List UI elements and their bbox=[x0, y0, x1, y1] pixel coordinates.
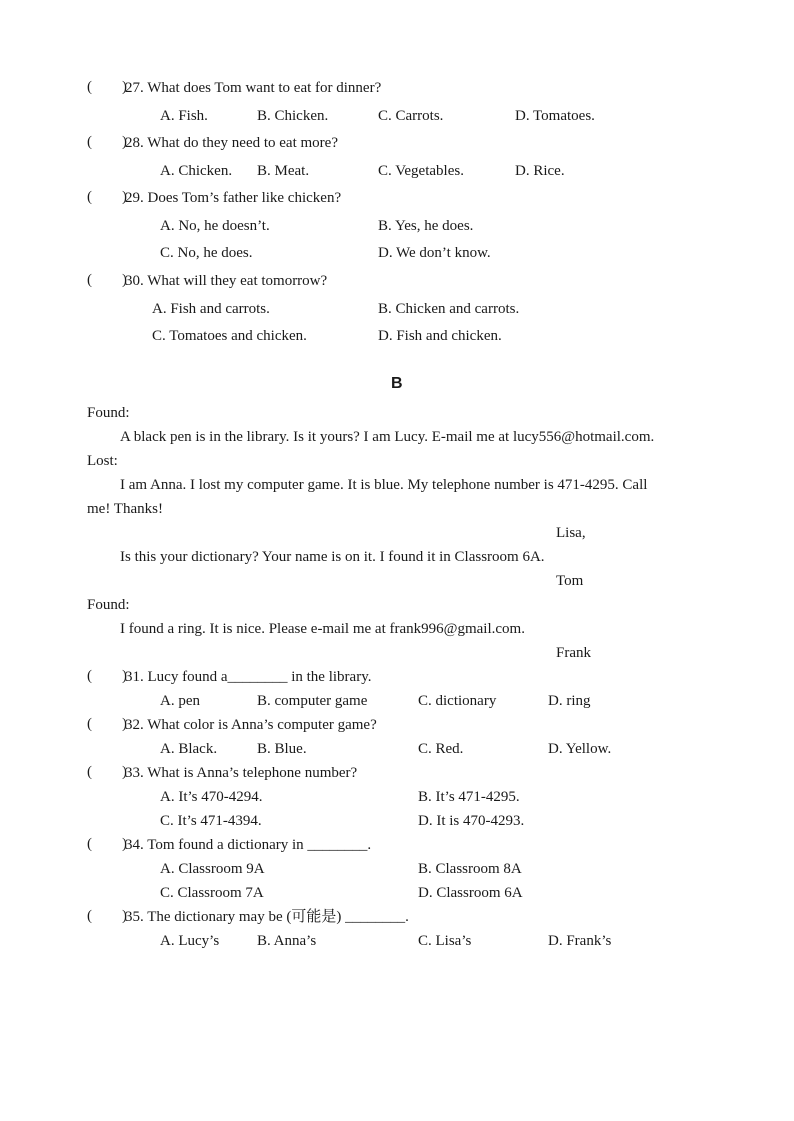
q35-option-b: B. Anna’s bbox=[257, 933, 317, 949]
q30-option-b: B. Chicken and carrots. bbox=[378, 301, 520, 317]
q30-option-d: D. Fish and chicken. bbox=[378, 328, 502, 344]
question-30-stem: 30. What will they eat tomorrow? bbox=[125, 273, 328, 289]
q33-option-c: C. It’s 471-4394. bbox=[160, 813, 262, 829]
q35-option-c: C. Lisa’s bbox=[418, 933, 472, 949]
answer-blank[interactable]: ( ) bbox=[87, 668, 127, 684]
q28-option-b: B. Meat. bbox=[257, 163, 310, 179]
lost-notice-anna-line-1: I am Anna. I lost my computer game. It is blue. My telephone number is 471-4295. Call bbox=[120, 477, 648, 493]
lost-label: Lost: bbox=[87, 453, 118, 469]
q34-option-b: B. Classroom 8A bbox=[418, 861, 522, 877]
q29-option-a: A. No, he doesn’t. bbox=[160, 218, 270, 234]
answer-blank[interactable]: ( ) bbox=[87, 716, 127, 732]
question-28-stem: 28. What do they need to eat more? bbox=[125, 135, 338, 151]
q34-option-d: D. Classroom 6A bbox=[418, 885, 523, 901]
q32-option-d: D. Yellow. bbox=[548, 741, 612, 757]
question-34-stem: 34. Tom found a dictionary in ________. bbox=[125, 837, 372, 853]
q29-option-c: C. No, he does. bbox=[160, 245, 253, 261]
q27-option-d: D. Tomatoes. bbox=[515, 108, 595, 124]
q27-option-a: A. Fish. bbox=[160, 108, 208, 124]
q31-option-a: A. pen bbox=[160, 693, 200, 709]
q31-option-b: B. computer game bbox=[257, 693, 368, 709]
q35-option-d: D. Frank’s bbox=[548, 933, 612, 949]
answer-blank[interactable]: ( ) bbox=[87, 189, 127, 205]
note-salutation: Lisa, bbox=[556, 525, 586, 541]
answer-blank[interactable]: ( ) bbox=[87, 764, 127, 780]
q27-option-b: B. Chicken. bbox=[257, 108, 329, 124]
question-31-stem: 31. Lucy found a________ in the library. bbox=[125, 669, 372, 685]
q32-option-a: A. Black. bbox=[160, 741, 218, 757]
tom-note: Is this your dictionary? Your name is on it. I found it in Classroom 6A. bbox=[120, 549, 545, 565]
q27-option-c: C. Carrots. bbox=[378, 108, 444, 124]
answer-blank[interactable]: ( ) bbox=[87, 836, 127, 852]
found-notice-lucy: A black pen is in the library. Is it yours? I am Lucy. E-mail me at lucy556@hotmail.com. bbox=[120, 429, 655, 445]
q28-option-c: C. Vegetables. bbox=[378, 163, 464, 179]
q32-option-b: B. Blue. bbox=[257, 741, 307, 757]
q34-option-a: A. Classroom 9A bbox=[160, 861, 265, 877]
section-b-heading: B bbox=[391, 375, 403, 392]
q31-option-c: C. dictionary bbox=[418, 693, 497, 709]
q28-option-a: A. Chicken. bbox=[160, 163, 233, 179]
found-label-1: Found: bbox=[87, 405, 130, 421]
q30-option-a: A. Fish and carrots. bbox=[152, 301, 270, 317]
q29-option-b: B. Yes, he does. bbox=[378, 218, 474, 234]
found-label-2: Found: bbox=[87, 597, 130, 613]
question-32-stem: 32. What color is Anna’s computer game? bbox=[125, 717, 377, 733]
q34-option-c: C. Classroom 7A bbox=[160, 885, 264, 901]
answer-blank[interactable]: ( ) bbox=[87, 908, 127, 924]
frank-signature: Frank bbox=[556, 645, 591, 661]
q33-option-d: D. It is 470-4293. bbox=[418, 813, 525, 829]
question-27-stem: 27. What does Tom want to eat for dinner? bbox=[125, 80, 382, 96]
answer-blank[interactable]: ( ) bbox=[87, 272, 127, 288]
q28-option-d: D. Rice. bbox=[515, 163, 565, 179]
found-notice-frank: I found a ring. It is nice. Please e-mail me at frank996@gmail.com. bbox=[120, 621, 525, 637]
answer-blank[interactable]: ( ) bbox=[87, 79, 127, 95]
lost-notice-anna-line-2: me! Thanks! bbox=[87, 501, 163, 517]
tom-signature: Tom bbox=[556, 573, 584, 589]
question-33-stem: 33. What is Anna’s telephone number? bbox=[125, 765, 358, 781]
answer-blank[interactable]: ( ) bbox=[87, 134, 127, 150]
q29-option-d: D. We don’t know. bbox=[378, 245, 491, 261]
q35-option-a: A. Lucy’s bbox=[160, 933, 220, 949]
q33-option-a: A. It’s 470-4294. bbox=[160, 789, 263, 805]
q30-option-c: C. Tomatoes and chicken. bbox=[152, 328, 307, 344]
question-29-stem: 29. Does Tom’s father like chicken? bbox=[125, 190, 342, 206]
q32-option-c: C. Red. bbox=[418, 741, 464, 757]
q33-option-b: B. It’s 471-4295. bbox=[418, 789, 520, 805]
question-35-stem: 35. The dictionary may be (可能是) ________. bbox=[125, 909, 409, 925]
q31-option-d: D. ring bbox=[548, 693, 591, 709]
